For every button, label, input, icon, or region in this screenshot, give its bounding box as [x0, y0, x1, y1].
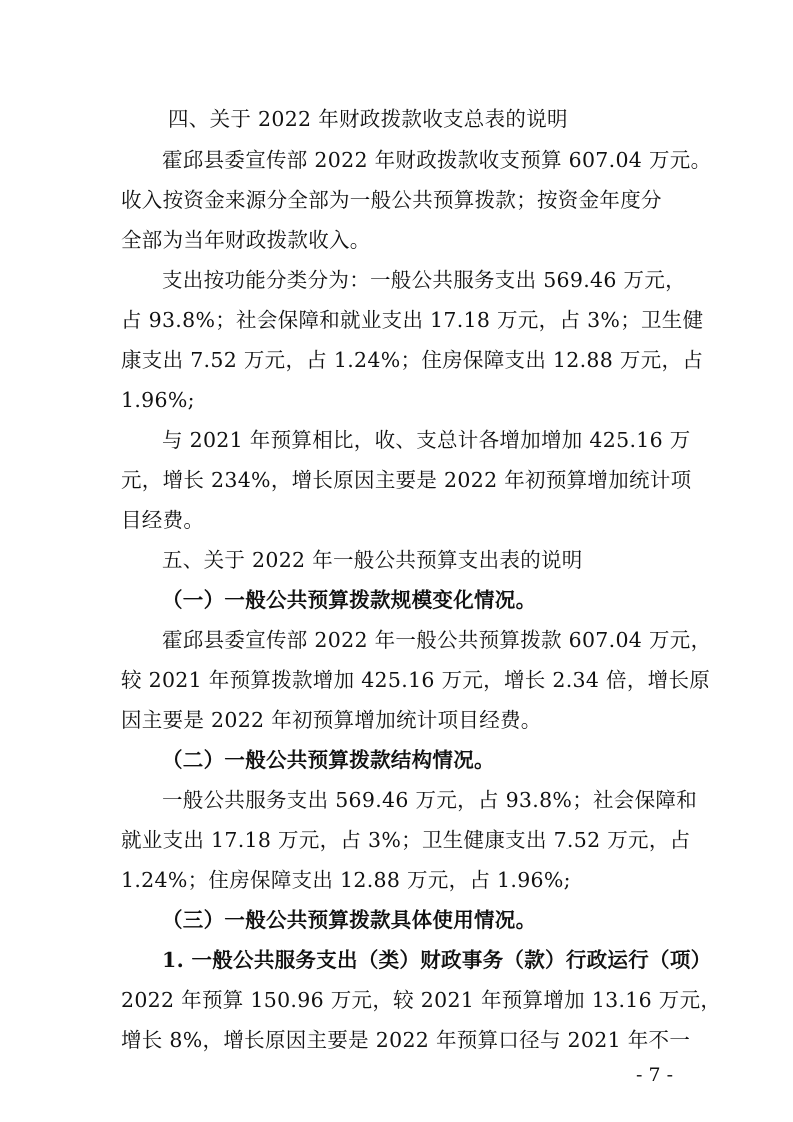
paragraph-line: 与 2021 年预算相比，收、支总计各增加增加 425.16 万 [162, 428, 691, 452]
paragraph-line: 增长 8%，增长原因主要是 2022 年预算口径与 2021 年不一 [121, 1028, 691, 1052]
subheading-1: （一）一般公共预算拨款规模变化情况。 [162, 588, 537, 612]
paragraph-line: 2022 年预算 150.96 万元，较 2021 年预算增加 13.16 万元， [121, 988, 722, 1012]
paragraph-line: 元，增长 234%，增长原因主要是 2022 年初预算增加统计项 [121, 468, 692, 492]
item-heading-1: 1. 一般公共服务支出（类）财政事务（款）行政运行（项） [162, 948, 712, 972]
page-number: - 7 - [635, 1064, 673, 1086]
paragraph-line: 收入按资金来源分全部为一般公共预算拨款；按资金年度分 [121, 188, 662, 212]
paragraph-line: 占 93.8%；社会保障和就业支出 17.18 万元，占 3%；卫生健 [121, 308, 704, 332]
paragraph-line: 就业支出 17.18 万元，占 3%；卫生健康支出 7.52 万元，占 [121, 828, 691, 852]
subheading-3: （三）一般公共预算拨款具体使用情况。 [162, 908, 537, 932]
paragraph-line: 目经费。 [121, 508, 205, 532]
paragraph-line: 全部为当年财政拨款收入。 [121, 228, 371, 252]
paragraph-line: 1.96%; [121, 388, 195, 412]
heading-section-5: 五、关于 2022 年一般公共预算支出表的说明 [162, 548, 583, 572]
heading-section-4: 四、关于 2022 年财政拨款收支总表的说明 [168, 107, 568, 131]
paragraph-line: 霍邱县委宣传部 2022 年一般公共预算拨款 607.04 万元， [162, 628, 712, 652]
paragraph-line: 1.24%；住房保障支出 12.88 万元，占 1.96%; [121, 868, 571, 892]
paragraph-line: 霍邱县委宣传部 2022 年财政拨款收支预算 607.04 万元。 [162, 148, 712, 172]
paragraph-line: 较 2021 年预算拨款增加 425.16 万元，增长 2.34 倍，增长原 [121, 668, 711, 692]
paragraph-line: 一般公共服务支出 569.46 万元，占 93.8%；社会保障和 [162, 788, 698, 812]
paragraph-line: 因主要是 2022 年初预算增加统计项目经费。 [121, 708, 542, 732]
paragraph-line: 康支出 7.52 万元，占 1.24%；住房保障支出 12.88 万元，占 [121, 348, 704, 372]
paragraph-line: 支出按功能分类分为：一般公共服务支出 569.46 万元， [162, 268, 686, 292]
subheading-2: （二）一般公共预算拨款结构情况。 [162, 748, 495, 772]
